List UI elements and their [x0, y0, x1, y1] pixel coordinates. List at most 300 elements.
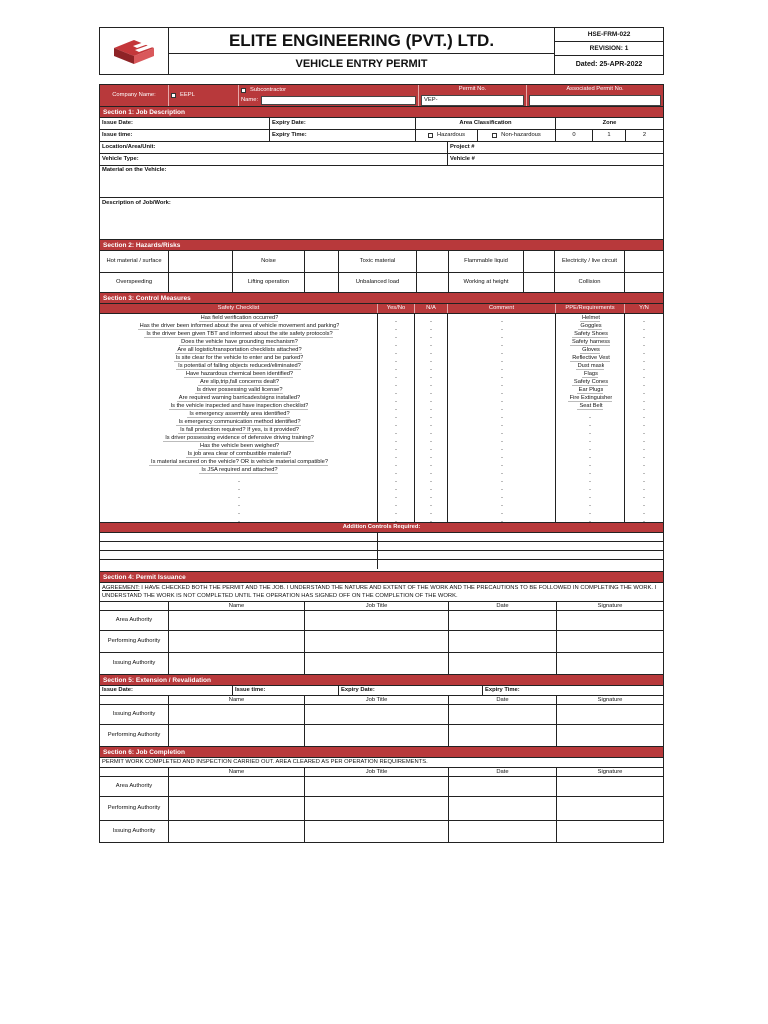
hazard-label: Hot material / surface: [100, 251, 169, 272]
yesno-cell[interactable]: [395, 410, 397, 418]
hazard-label: Collision: [555, 273, 625, 292]
yesno-cell[interactable]: [395, 402, 397, 410]
date-field[interactable]: [449, 777, 557, 796]
permit-no-field[interactable]: VEP-: [421, 95, 524, 106]
hazard-label: Toxic material: [339, 251, 417, 272]
name-field[interactable]: [169, 653, 305, 674]
ppe-yn-cell[interactable]: [643, 474, 645, 482]
sig-header-date: Date: [449, 768, 557, 776]
ppe-yn-cell[interactable]: [643, 330, 645, 338]
logo-icon: [111, 35, 157, 67]
ppe-yn-cell[interactable]: [643, 362, 645, 370]
hazard-label: Flammable liquid: [449, 251, 524, 272]
material-label: Material on the Vehicle:: [102, 167, 167, 173]
name-field[interactable]: [169, 631, 305, 652]
date-field[interactable]: [449, 705, 557, 724]
job-title-field[interactable]: [305, 777, 449, 796]
section-3-title: Section 3: Control Measures: [99, 293, 664, 304]
ppe-yn-cell[interactable]: [643, 386, 645, 394]
ext-expiry-date-label: Expiry Date:: [339, 686, 483, 695]
sig-header-signature: Signature: [597, 696, 623, 703]
na-cell[interactable]: [430, 338, 432, 346]
addition-control-field[interactable]: [100, 542, 378, 550]
hazard-label: Lifting operation: [233, 273, 305, 292]
comment-cell[interactable]: [501, 418, 503, 426]
na-cell[interactable]: [430, 322, 432, 330]
zone-0[interactable]: 0: [556, 130, 593, 141]
ppe-item: [589, 482, 591, 490]
yesno-cell[interactable]: [395, 514, 397, 522]
checklist-item: Is emergency assembly area identified?: [189, 411, 290, 417]
checklist-item: [238, 498, 240, 506]
comment-cell[interactable]: [501, 394, 503, 402]
ext-issue-time-label: Issue time:: [233, 686, 339, 695]
assoc-permit-label: Associated Permit No.: [566, 85, 624, 92]
sig-header-date: Date: [449, 602, 557, 610]
ppe-item: [589, 418, 591, 426]
ppe-item: Safety harness: [572, 339, 610, 345]
comment-cell[interactable]: [501, 474, 503, 482]
hazard-checkbox-cell[interactable]: [417, 273, 449, 292]
agreement-text: [100, 583, 663, 601]
signature-field[interactable]: [557, 611, 663, 630]
yesno-cell[interactable]: [395, 466, 397, 474]
sig-header-name: Name: [169, 696, 305, 704]
comment-cell[interactable]: [501, 330, 503, 338]
yesno-cell[interactable]: [395, 458, 397, 466]
na-cell[interactable]: [430, 466, 432, 474]
yesno-cell[interactable]: [395, 354, 397, 362]
na-cell[interactable]: [430, 474, 432, 482]
na-cell[interactable]: [430, 442, 432, 450]
yesno-cell[interactable]: [395, 506, 397, 514]
na-cell[interactable]: [430, 458, 432, 466]
ppe-yn-cell[interactable]: [643, 458, 645, 466]
yesno-cell[interactable]: [395, 442, 397, 450]
expiry-date-label: Expiry Date:: [270, 118, 416, 129]
ppe-item: Ear Plugs: [578, 387, 604, 393]
name-field[interactable]: [169, 725, 305, 746]
hazardous-checkbox[interactable]: [428, 133, 433, 138]
ppe-yn-cell[interactable]: [643, 314, 645, 322]
hazard-label: Unbalanced load: [339, 273, 417, 292]
sig-header-signature: Signature: [597, 602, 623, 609]
ppe-item: Safety Cones: [573, 379, 609, 385]
ppe-yn-cell[interactable]: [643, 426, 645, 434]
checklist-item: Has field verification occurred?: [200, 315, 279, 321]
yesno-cell[interactable]: [395, 498, 397, 506]
ppe-header: PPE/Requirements: [556, 304, 625, 313]
addition-control-field[interactable]: [100, 533, 378, 541]
checklist-item: [238, 514, 240, 522]
comment-cell[interactable]: [501, 506, 503, 514]
date-field[interactable]: [449, 611, 557, 630]
role-label: Performing Authority: [100, 797, 169, 820]
sig-header-name: Name: [169, 602, 305, 610]
na-cell[interactable]: [430, 410, 432, 418]
yesno-cell[interactable]: [395, 482, 397, 490]
yesno-cell[interactable]: [395, 386, 397, 394]
na-cell[interactable]: [430, 362, 432, 370]
project-label: Project #: [450, 144, 475, 151]
ppe-item: [589, 490, 591, 498]
doc-number: HSE-FRM-022: [555, 28, 663, 42]
checklist-item: Is the vehicle inspected and have inspection checklist?: [170, 403, 309, 409]
hazard-checkbox-cell[interactable]: [305, 273, 339, 292]
comment-cell[interactable]: [501, 482, 503, 490]
yesno-cell[interactable]: [395, 330, 397, 338]
date-field[interactable]: [449, 725, 557, 746]
na-cell[interactable]: [430, 482, 432, 490]
date-field[interactable]: [449, 797, 557, 820]
ppe-item: [589, 434, 591, 442]
signature-field[interactable]: [557, 631, 663, 652]
name-field[interactable]: [169, 611, 305, 630]
ppe-item: [589, 514, 591, 522]
signature-field[interactable]: [557, 797, 663, 820]
yesno-cell[interactable]: [395, 370, 397, 378]
ppe-yn-cell[interactable]: [643, 394, 645, 402]
comment-cell[interactable]: [501, 346, 503, 354]
hazard-checkbox-cell[interactable]: [169, 273, 233, 292]
signature-field[interactable]: [557, 821, 663, 842]
role-label: Issuing Authority: [100, 821, 169, 842]
comment-cell[interactable]: [501, 458, 503, 466]
comment-cell[interactable]: [501, 354, 503, 362]
checklist-item: Is driver possessing valid license?: [196, 387, 283, 393]
sig-header-name: Name: [169, 768, 305, 776]
comment-cell[interactable]: [501, 314, 503, 322]
company-name-label: Company Name:: [100, 85, 169, 106]
comment-cell[interactable]: [501, 322, 503, 330]
zone-2[interactable]: 2: [642, 132, 647, 139]
addition-control-field[interactable]: [100, 551, 378, 559]
description-label: Description of Job/Work:: [102, 200, 171, 206]
na-cell[interactable]: [430, 354, 432, 362]
na-cell[interactable]: [430, 450, 432, 458]
date-field[interactable]: [449, 821, 557, 842]
comment-cell[interactable]: [501, 378, 503, 386]
signature-field[interactable]: [557, 725, 663, 746]
hazard-label: Noise: [233, 251, 305, 272]
vehicle-number-label: Vehicle #: [450, 156, 475, 163]
ppe-yn-cell[interactable]: [643, 346, 645, 354]
job-title-field[interactable]: [305, 725, 449, 746]
na-cell[interactable]: [430, 426, 432, 434]
na-cell[interactable]: [430, 434, 432, 442]
comment-cell[interactable]: [501, 466, 503, 474]
section-1-title: Section 1: Job Description: [99, 107, 664, 118]
yesno-cell[interactable]: [395, 418, 397, 426]
sig-header-signature: Signature: [597, 768, 623, 775]
vehicle-type-label: Vehicle Type:: [100, 154, 448, 165]
na-cell[interactable]: [430, 506, 432, 514]
ppe-yn-cell[interactable]: [643, 434, 645, 442]
role-label: Issuing Authority: [100, 705, 169, 724]
sig-header-job-title: Job Title: [305, 602, 449, 610]
yesno-cell[interactable]: [395, 362, 397, 370]
hazard-checkbox-cell[interactable]: [169, 251, 233, 272]
yesno-cell[interactable]: [395, 322, 397, 330]
date-field[interactable]: [449, 631, 557, 652]
job-title-field[interactable]: [305, 631, 449, 652]
role-label: Area Authority: [100, 611, 169, 630]
ppe-yn-cell[interactable]: [643, 514, 645, 522]
ppe-yn-cell[interactable]: [643, 442, 645, 450]
hazard-label: Working at height: [449, 273, 524, 292]
ppe-item: Helmet: [581, 315, 600, 321]
ppe-yn-cell[interactable]: [643, 370, 645, 378]
hazardous-label: Hazardous: [436, 132, 466, 139]
permit-no-label: Permit No.: [458, 85, 487, 92]
job-title-field[interactable]: [305, 797, 449, 820]
assoc-permit-field[interactable]: [529, 95, 661, 106]
comment-cell[interactable]: [501, 434, 503, 442]
ppe-item: [589, 474, 591, 482]
comment-cell[interactable]: [501, 410, 503, 418]
na-column[interactable]: [415, 314, 448, 522]
zone-1[interactable]: 1: [593, 130, 626, 141]
job-title-field[interactable]: [305, 653, 449, 674]
hazard-checkbox-cell[interactable]: [417, 251, 449, 272]
addition-controls-label: Addition Controls Required:: [342, 524, 421, 531]
na-cell[interactable]: [430, 314, 432, 322]
eepl-label: EEPL: [180, 92, 195, 99]
na-cell[interactable]: [430, 514, 432, 522]
role-label: Issuing Authority: [100, 653, 169, 674]
sig-header-date: Date: [449, 696, 557, 704]
comment-cell[interactable]: [501, 498, 503, 506]
name-field[interactable]: [169, 797, 305, 820]
checklist-item: Is site clear for the vehicle to enter and be parked?: [175, 355, 304, 361]
na-cell[interactable]: [430, 402, 432, 410]
section-2-title: Section 2: Hazards/Risks: [99, 240, 664, 251]
name-field[interactable]: [169, 777, 305, 796]
ppe-item: Fire Extinguisher: [569, 395, 613, 401]
na-cell[interactable]: [430, 378, 432, 386]
hazardous-option[interactable]: [416, 130, 478, 141]
na-cell[interactable]: [430, 394, 432, 402]
name-field[interactable]: [169, 705, 305, 724]
signature-field[interactable]: [557, 705, 663, 724]
hazard-checkbox-cell[interactable]: [524, 273, 555, 292]
ext-issue-date-label: Issue Date:: [100, 686, 233, 695]
ppe-yn-cell[interactable]: [643, 506, 645, 514]
comment-cell[interactable]: [501, 514, 503, 522]
subcontractor-name-field[interactable]: [261, 96, 416, 105]
na-cell[interactable]: [430, 498, 432, 506]
comment-header: Comment: [448, 304, 556, 313]
yesno-cell[interactable]: [395, 426, 397, 434]
ppe-item: [589, 410, 591, 418]
hazards-row-1: [99, 251, 664, 273]
na-cell[interactable]: [430, 490, 432, 498]
ppe-yn-cell[interactable]: [643, 354, 645, 362]
ppe-yn-cell[interactable]: [643, 498, 645, 506]
agreement-label: AGREEMENT:: [102, 585, 140, 591]
name-field[interactable]: [169, 821, 305, 842]
na-cell[interactable]: [430, 418, 432, 426]
checklist-item: [238, 474, 240, 482]
job-title-field[interactable]: [305, 821, 449, 842]
hazard-checkbox-cell[interactable]: [625, 251, 663, 272]
subcontractor-option[interactable]: [241, 86, 416, 95]
ext-expiry-time-label: Expiry Time:: [485, 687, 520, 694]
yesno-cell[interactable]: [395, 474, 397, 482]
ppe-item: Flags: [584, 371, 598, 377]
hazard-label: Electricity / live circuit: [555, 251, 625, 272]
ppe-item: Seat Belt: [579, 403, 603, 409]
comment-cell[interactable]: [501, 362, 503, 370]
checklist-item: Has the driver been informed about the area of vehicle movement and parking?: [139, 323, 340, 329]
signature-field[interactable]: [557, 777, 663, 796]
issue-date-label: Issue Date:: [100, 118, 270, 129]
eepl-option[interactable]: [169, 85, 239, 106]
form-header: [99, 27, 664, 75]
form-title: VEHICLE ENTRY PERMIT: [295, 58, 428, 70]
checklist-header: [99, 304, 664, 314]
addition-control-field[interactable]: [378, 533, 663, 541]
addition-control-field[interactable]: [378, 542, 663, 550]
yesno-cell[interactable]: [395, 394, 397, 402]
ppe-yn-cell[interactable]: [643, 450, 645, 458]
yesno-column[interactable]: [378, 314, 415, 522]
signature-field[interactable]: [557, 653, 663, 674]
sig-header-job-title: Job Title: [305, 696, 449, 704]
na-cell[interactable]: [430, 346, 432, 354]
yesno-cell[interactable]: [395, 378, 397, 386]
checklist-item: Have hazardous chemical been identified?: [185, 371, 294, 377]
issue-time-label: Issue time:: [100, 130, 270, 141]
job-title-field[interactable]: [305, 705, 449, 724]
ppe-item: Goggles: [580, 323, 602, 329]
ppe-items: [556, 314, 625, 522]
yesno-cell[interactable]: [395, 314, 397, 322]
company-row: [99, 84, 664, 107]
comment-cell[interactable]: [501, 386, 503, 394]
date-field[interactable]: [449, 653, 557, 674]
yn-header: Y/N: [639, 305, 649, 312]
role-label: Performing Authority: [100, 631, 169, 652]
na-cell[interactable]: [430, 370, 432, 378]
checklist-item: Is potential of falling objects reduced/eliminated?: [178, 363, 301, 369]
ppe-item: [589, 466, 591, 474]
subcontractor-label: Subcontractor: [250, 86, 287, 93]
na-header: N/A: [415, 304, 448, 313]
comment-cell[interactable]: [501, 426, 503, 434]
yesno-cell[interactable]: [395, 346, 397, 354]
comment-cell[interactable]: [501, 450, 503, 458]
checklist-item: Does the vehicle have grounding mechanism?: [181, 339, 298, 345]
comment-cell[interactable]: [501, 370, 503, 378]
ppe-yn-cell[interactable]: [643, 482, 645, 490]
ppe-yn-cell[interactable]: [643, 338, 645, 346]
subcontractor-checkbox[interactable]: [241, 88, 246, 93]
checklist-item: Are required warning barricades/signs installed?: [178, 395, 301, 401]
hazard-checkbox-cell[interactable]: [524, 251, 555, 272]
checklist-item: Are all logistic/transportation checklists attached?: [177, 347, 302, 353]
ppe-yn-cell[interactable]: [643, 466, 645, 474]
sig-header-job-title: Job Title: [305, 768, 449, 776]
non-hazardous-checkbox[interactable]: [492, 133, 497, 138]
comment-cell[interactable]: [501, 338, 503, 346]
ppe-item: Dust mask: [577, 363, 605, 369]
agreement-body: I HAVE CHECKED BOTH THE PERMIT AND THE JOB. I UNDERSTAND THE NATURE AND EXTENT OF THE WORK AND THE PRECAUTIONS TO BE FOLLOWED IN COMPLETING THE WORK. I UNDERSTAND THE WORK IS NOT COMPLETED UNTIL THE OPERATION HAS SIGNED OFF ON THE COMPLETION OF THE WORK.: [102, 585, 657, 599]
ppe-item: Reflective Vest: [572, 355, 610, 361]
revision: REVISION: 1: [555, 42, 663, 56]
checklist-item: Is JSA required and attached?: [201, 467, 278, 473]
ppe-item: [589, 450, 591, 458]
checklist-item: Is driver possessing evidence of defensive driving training?: [165, 435, 314, 441]
ppe-yn-cell[interactable]: [643, 402, 645, 410]
location-label: Location/Area/Unit:: [100, 142, 448, 153]
non-hazardous-option[interactable]: [478, 130, 556, 141]
hazards-row-2: [99, 273, 664, 293]
ppe-item: [589, 458, 591, 466]
checklist-item: Is material secured on the vehicle? OR is vehicle material compatible?: [150, 459, 329, 465]
comment-cell[interactable]: [501, 442, 503, 450]
section-4-title: Section 4: Permit Issuance: [99, 572, 664, 583]
checklist-item: [238, 482, 240, 490]
checklist-item: Is job area clear of combustible material?: [187, 451, 292, 457]
name-label: Name:: [241, 96, 259, 103]
ppe-item: Safety Shoes: [574, 331, 608, 337]
yesno-cell[interactable]: [395, 450, 397, 458]
ppe-item: [589, 442, 591, 450]
dated: Dated: 25-APR-2022: [575, 61, 643, 69]
comment-cell[interactable]: [501, 490, 503, 498]
vehicle-entry-permit-form: [99, 27, 664, 843]
expiry-time-label: Expiry Time:: [270, 130, 416, 141]
addition-control-field[interactable]: [378, 551, 663, 559]
section-5-title: Section 5: Extension / Revalidation: [99, 675, 664, 686]
comment-column[interactable]: [448, 314, 556, 522]
ppe-yn-cell[interactable]: [643, 378, 645, 386]
na-cell[interactable]: [430, 386, 432, 394]
hazard-checkbox-cell[interactable]: [625, 273, 663, 292]
checklist-item: Are slip,trip,fall concerns dealt?: [199, 379, 280, 385]
comment-cell[interactable]: [501, 402, 503, 410]
ppe-yn-cell[interactable]: [643, 410, 645, 418]
na-cell[interactable]: [430, 330, 432, 338]
ppe-yn-column[interactable]: [625, 314, 663, 522]
checklist-body: [99, 314, 664, 523]
company-logo: [100, 28, 169, 74]
hazard-checkbox-cell[interactable]: [305, 251, 339, 272]
ppe-item: [589, 426, 591, 434]
yesno-cell[interactable]: [395, 338, 397, 346]
role-label: Area Authority: [100, 777, 169, 796]
ppe-item: [589, 506, 591, 514]
ppe-yn-cell[interactable]: [643, 418, 645, 426]
company-title: ELITE ENGINEERING (PVT.) LTD.: [169, 28, 554, 54]
checklist-items: [100, 314, 378, 522]
checklist-item: Is fall protection required? If yes, is it provided?: [180, 427, 299, 433]
eepl-checkbox[interactable]: [171, 93, 176, 98]
ppe-yn-cell[interactable]: [643, 322, 645, 330]
role-label: Performing Authority: [100, 725, 169, 746]
job-title-field[interactable]: [305, 611, 449, 630]
yesno-cell[interactable]: [395, 490, 397, 498]
ppe-yn-cell[interactable]: [643, 490, 645, 498]
ppe-item: Gloves: [582, 347, 600, 353]
zone-label: Zone: [602, 120, 617, 127]
completion-statement: PERMIT WORK COMPLETED AND INSPECTION CARRIED OUT. AREA CLEARED AS PER OPERATION REQUIREMENTS.: [102, 759, 428, 766]
yesno-cell[interactable]: [395, 434, 397, 442]
hazard-label: Overspeeding: [100, 273, 169, 292]
checklist-item: [238, 506, 240, 514]
ppe-item: [589, 498, 591, 506]
